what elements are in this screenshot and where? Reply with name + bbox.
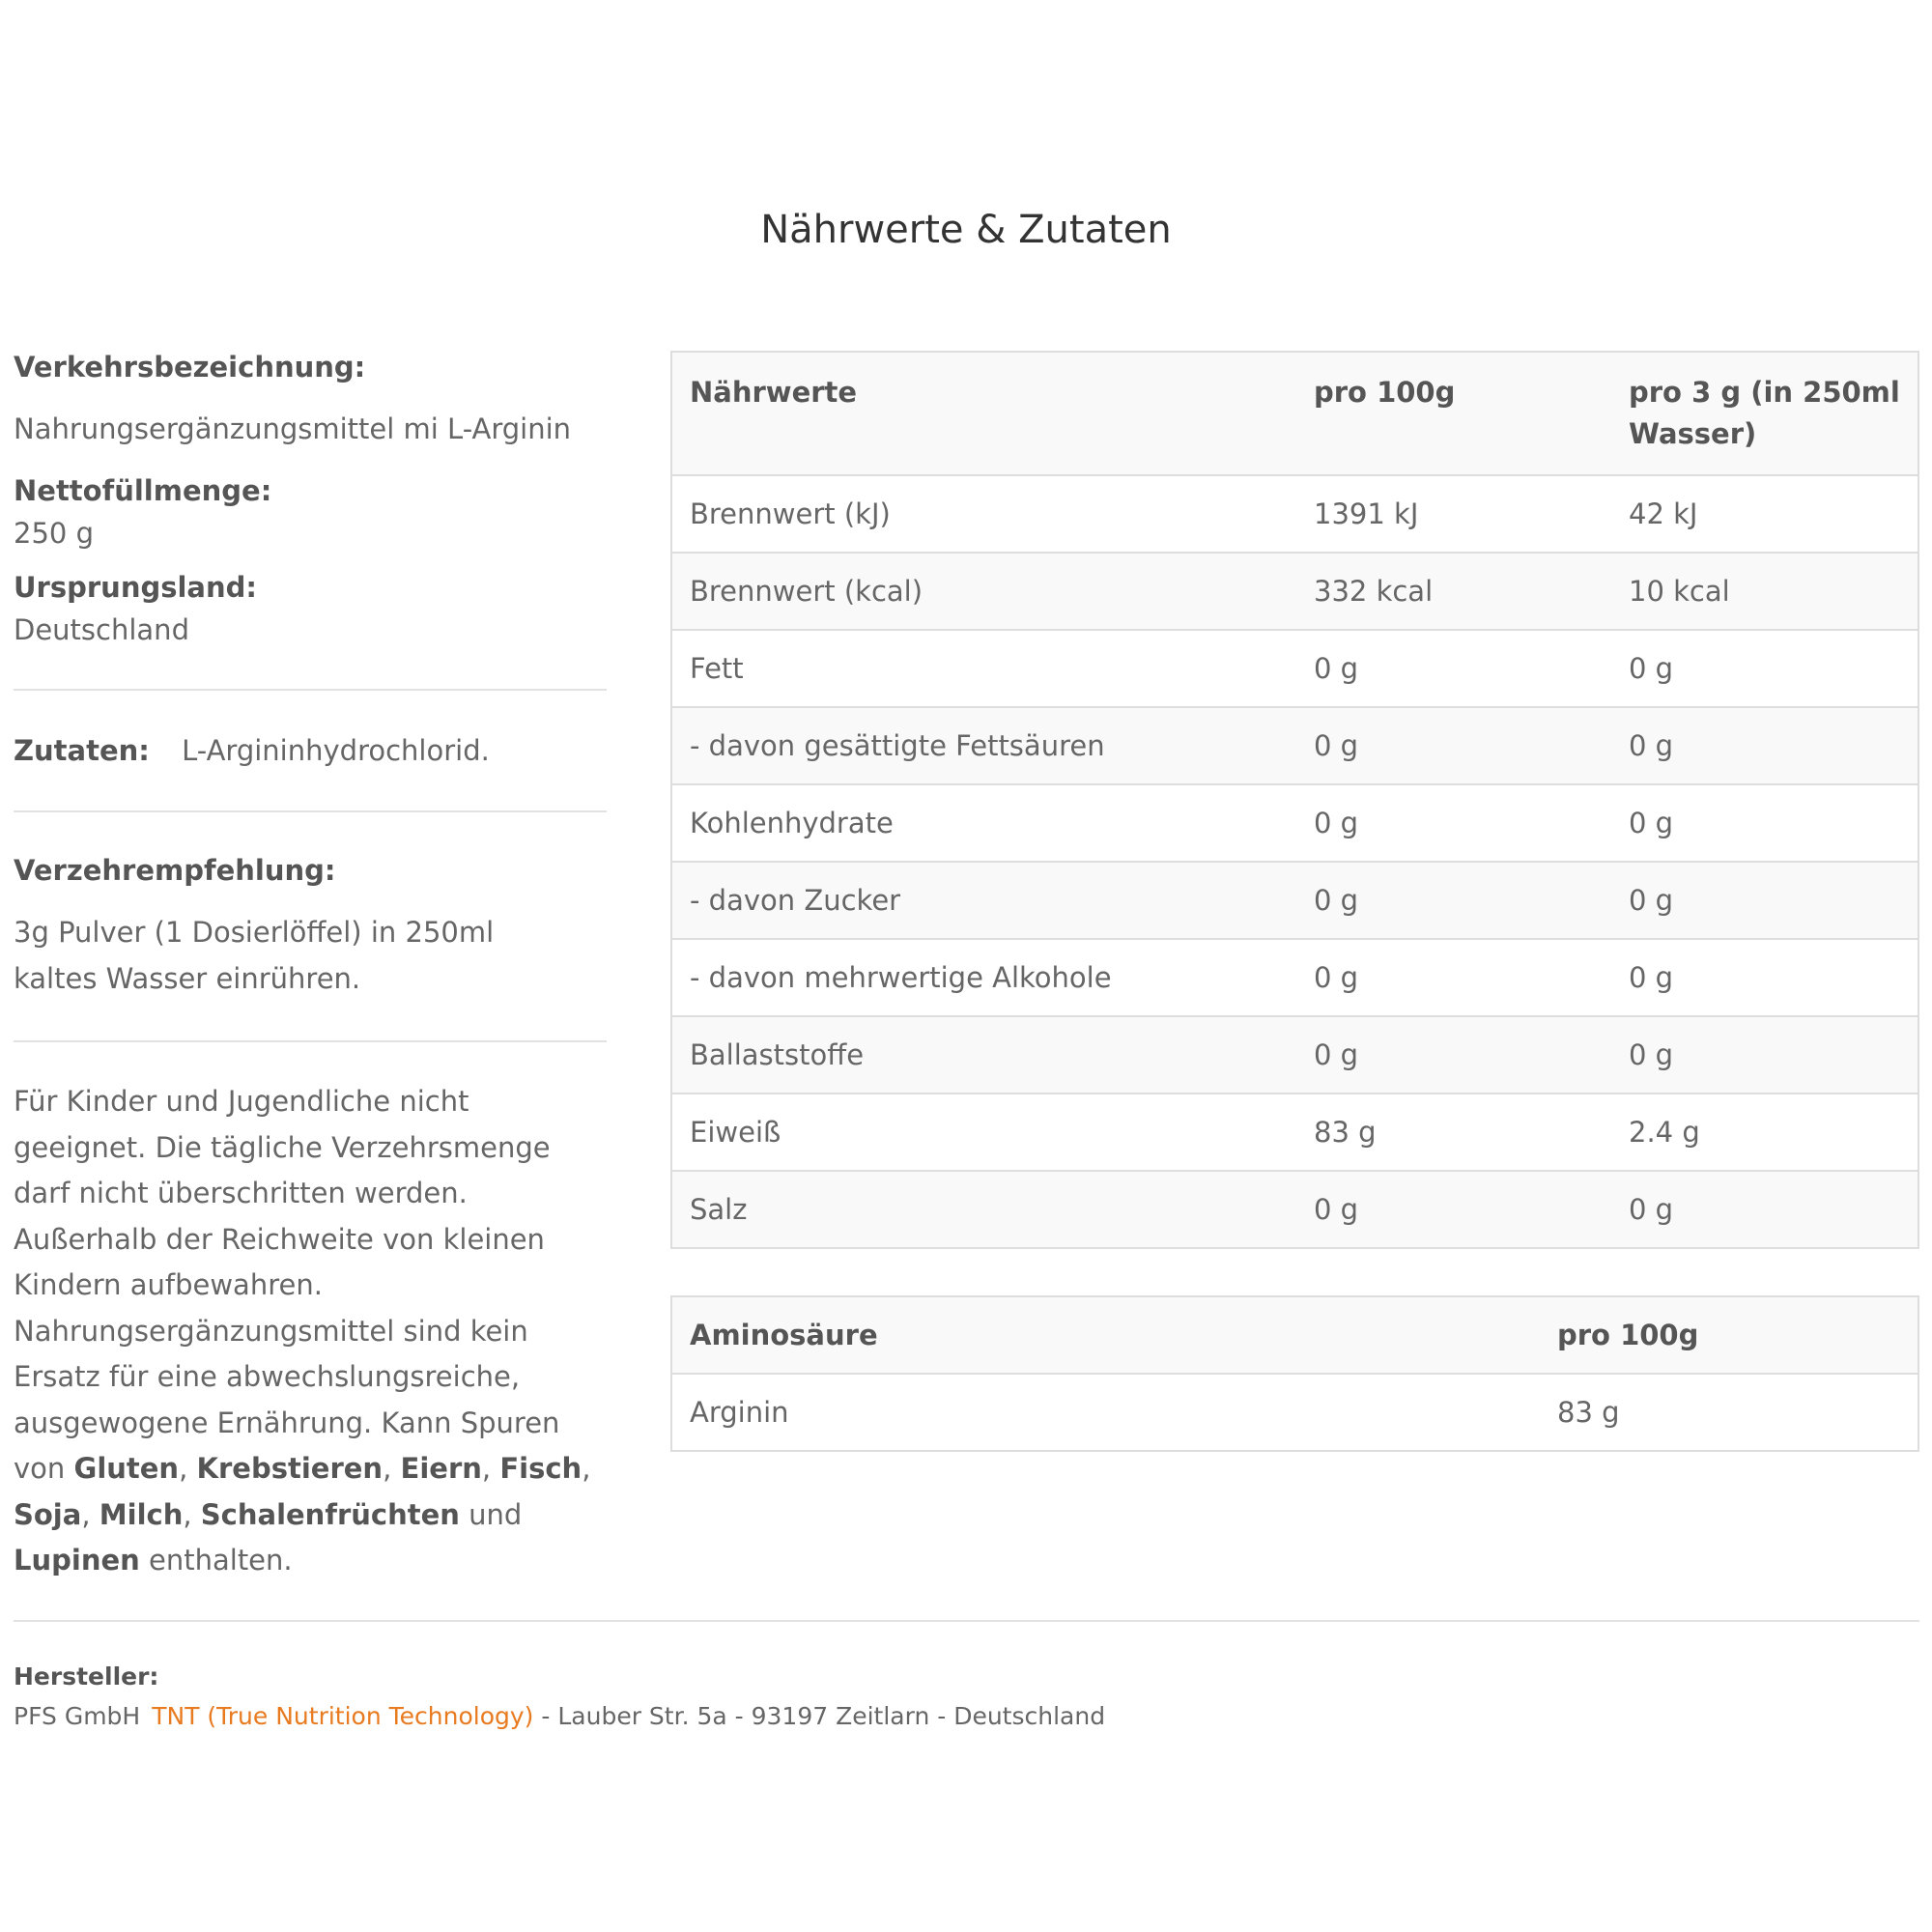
table-cell: Brennwert (kcal) <box>671 553 1296 630</box>
table-row <box>671 1374 1918 1451</box>
net-quantity-value: 250 g <box>14 517 94 550</box>
table-cell: 83 g <box>1296 1094 1611 1171</box>
manufacturer-company: PFS GmbH <box>14 1702 141 1730</box>
table-cell: 0 g <box>1296 1016 1611 1094</box>
table-cell: Ballaststoffe <box>671 1016 1296 1094</box>
table-row <box>671 707 1918 784</box>
table-row <box>671 475 1918 553</box>
table-row <box>671 1094 1918 1171</box>
separator: und <box>459 1497 523 1531</box>
allergen: Krebstieren <box>196 1452 384 1485</box>
column-header: pro 100g <box>1540 1296 1918 1374</box>
table-cell: 2.4 g <box>1611 1094 1918 1171</box>
nutrition-table <box>670 351 1919 1249</box>
table-cell: 0 g <box>1611 1171 1918 1248</box>
designation-value: Nahrungsergänzungsmittel mi L-Arginin <box>14 412 572 445</box>
divider <box>14 689 607 691</box>
separator: , <box>383 1452 401 1485</box>
column-header: pro 100g <box>1296 352 1611 475</box>
manufacturer-address: - Lauber Str. 5a - 93197 Zeitlarn - Deutschland <box>533 1702 1106 1730</box>
table-row <box>671 553 1918 630</box>
table-cell: 1391 kJ <box>1296 475 1611 553</box>
divider <box>14 1040 607 1042</box>
separator: , <box>582 1452 591 1485</box>
recommendation-value: 3g Pulver (1 Dosierlöffel) in 250ml kaltes Wasser einrühren. <box>14 916 495 995</box>
table-cell: Eiweiß <box>671 1094 1296 1171</box>
table-row <box>671 1171 1918 1248</box>
page-title: Nährwerte & Zutaten <box>760 208 1172 252</box>
table-cell: 42 kJ <box>1611 475 1918 553</box>
table-cell: - davon gesättigte Fettsäuren <box>671 707 1296 784</box>
designation-label: Verkehrsbezeichnung: <box>14 351 366 384</box>
origin-value: Deutschland <box>14 613 189 646</box>
origin-label: Ursprungsland: <box>14 571 257 604</box>
table-cell: 0 g <box>1296 939 1611 1016</box>
table-cell: - davon Zucker <box>671 862 1296 939</box>
allergen: Soja <box>14 1497 82 1531</box>
ingredients-label: Zutaten: <box>14 734 150 767</box>
table-cell: 332 kcal <box>1296 553 1611 630</box>
table-cell: Arginin <box>671 1374 1540 1451</box>
net-quantity-label: Nettofüllmenge: <box>14 474 272 507</box>
allergen: Fisch <box>499 1452 582 1485</box>
table-cell: Fett <box>671 630 1296 707</box>
recommendation-label: Verzehrempfehlung: <box>14 854 336 887</box>
separator: , <box>481 1452 500 1485</box>
table-cell: - davon mehrwertige Alkohole <box>671 939 1296 1016</box>
column-header: pro 3 g (in 250ml Wasser) <box>1611 352 1918 475</box>
table-row <box>671 862 1918 939</box>
ingredients-value: L-Argininhydrochlorid. <box>182 734 490 767</box>
table-header-row <box>671 1296 1918 1374</box>
table-row <box>671 784 1918 862</box>
table-cell: 10 kcal <box>1611 553 1918 630</box>
notice-text: enthalten. <box>139 1544 293 1577</box>
safety-notice <box>14 1079 607 1584</box>
column-header: Nährwerte <box>671 352 1296 475</box>
table-cell: 0 g <box>1611 939 1918 1016</box>
table-cell: Brennwert (kJ) <box>671 475 1296 553</box>
allergen: Gluten <box>73 1452 180 1485</box>
ingredients-row <box>14 729 607 772</box>
product-info-column <box>14 348 607 1584</box>
allergen: Schalenfrüchten <box>200 1497 460 1531</box>
table-cell: 83 g <box>1540 1374 1918 1451</box>
manufacturer-label: Hersteller: <box>14 1662 159 1690</box>
allergen: Lupinen <box>14 1544 140 1577</box>
allergen: Milch <box>99 1497 184 1531</box>
table-cell: 0 g <box>1296 630 1611 707</box>
table-header-row <box>671 352 1918 475</box>
table-cell: 0 g <box>1296 862 1611 939</box>
table-row <box>671 630 1918 707</box>
manufacturer-info <box>14 1657 1463 1736</box>
separator: , <box>179 1452 197 1485</box>
table-cell: Kohlenhydrate <box>671 784 1296 862</box>
column-header: Aminosäure <box>671 1296 1540 1374</box>
table-row <box>671 1016 1918 1094</box>
table-cell: 0 g <box>1296 1171 1611 1248</box>
notice-text: Für Kinder und Jugendliche nicht geeignet. Die tägliche Verzehrsmenge darf nicht überschritten werden. Außerhalb der Reichweite von kleinen Kindern aufbewahren. Nahrungsergänzungsmittel sind kein Ersatz für eine abwechslungsreiche, ausgewogene Ernährung. Kann Spuren von <box>14 1085 560 1485</box>
table-cell: Salz <box>671 1171 1296 1248</box>
table-cell: 0 g <box>1611 784 1918 862</box>
table-cell: 0 g <box>1611 707 1918 784</box>
brand-link[interactable]: TNT (True Nutrition Technology) <box>152 1702 534 1730</box>
table-row <box>671 939 1918 1016</box>
table-cell: 0 g <box>1296 707 1611 784</box>
divider <box>14 810 607 812</box>
allergen: Eiern <box>400 1452 482 1485</box>
separator: , <box>183 1497 201 1531</box>
table-cell: 0 g <box>1611 630 1918 707</box>
table-cell: 0 g <box>1611 1016 1918 1094</box>
footer-divider <box>14 1620 1919 1622</box>
separator: , <box>81 1497 99 1531</box>
table-cell: 0 g <box>1296 784 1611 862</box>
amino-acid-table <box>670 1295 1919 1452</box>
table-cell: 0 g <box>1611 862 1918 939</box>
